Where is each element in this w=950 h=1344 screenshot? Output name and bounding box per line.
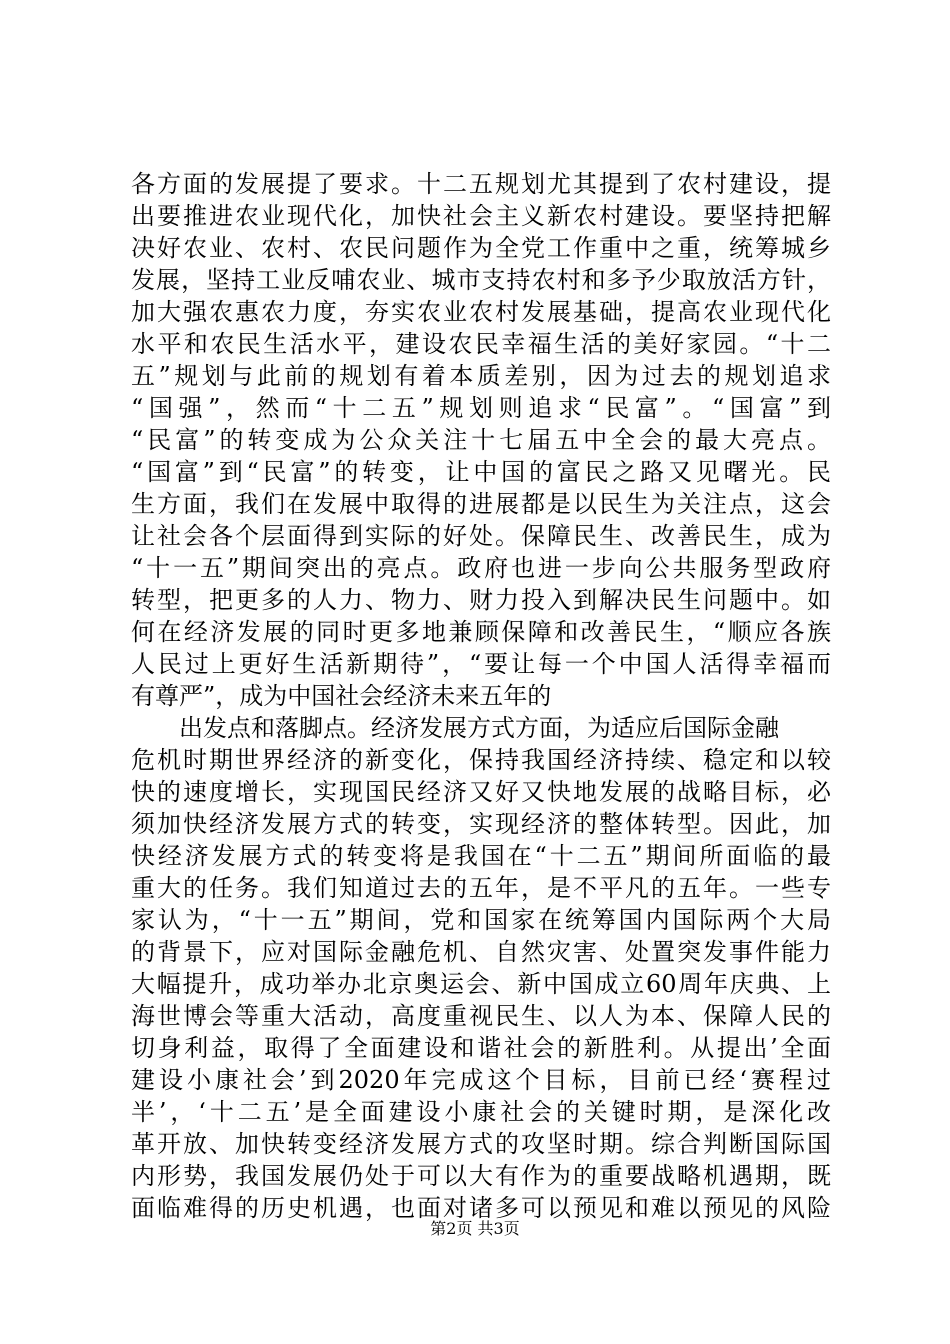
text-line: 快的速度增长，实现国民经济又好又快地发展的战略目标，必 [131,778,831,806]
text-line: 家认为，“十一五”期间，党和国家在统筹国内国际两个大局 [131,906,831,934]
text-line: 五”规划与此前的规划有着本质差别，因为过去的规划追求 [131,362,831,390]
text-line: 大幅提升，成功举办北京奥运会、新中国成立60周年庆典、上 [131,970,831,998]
text-line: 革开放、加快转变经济发展方式的攻坚时期。综合判断国际国 [131,1130,831,1158]
text-line: 加大强农惠农力度，夯实农业农村发展基础，提高农业现代化 [131,298,831,326]
paragraph-1 [131,168,831,712]
paragraph-2 [131,712,831,1224]
text-line: 有尊严”，成为中国社会经济未来五年的 [131,682,552,710]
text-line: 让社会各个层面得到实际的好处。保障民生、改善民生，成为 [131,522,831,550]
text-line: “民富”的转变成为公众关注十七届五中全会的最大亮点。 [131,426,831,454]
text-line: 快经济发展方式的转变将是我国在“十二五”期间所面临的最 [131,842,831,870]
text-line: 的背景下，应对国际金融危机、自然灾害、处置突发事件能力 [131,938,831,966]
text-line: 建设小康社会’到2020年完成这个目标，目前已经‘赛程过 [131,1066,831,1094]
text-line: 内形势，我国发展仍处于可以大有作为的重要战略机遇期，既 [131,1162,831,1190]
text-line: 海世博会等重大活动，高度重视民生、以人为本、保障人民的 [131,1002,831,1030]
text-line: 转型，把更多的人力、物力、财力投入到解决民生问题中。如 [131,586,831,614]
page-number-footer: 第2页 共3页 [430,1219,520,1238]
text-line: “国富”到“民富”的转变，让中国的富民之路又见曙光。民 [131,458,831,486]
text-line: 各方面的发展提了要求。十二五规划尤其提到了农村建设，提 [131,170,831,198]
text-line: 发展，坚持工业反哺农业、城市支持农村和多予少取放活方针， [131,266,831,294]
text-line: “十一五”期间突出的亮点。政府也进一步向公共服务型政府 [131,554,831,582]
text-line: 危机时期世界经济的新变化，保持我国经济持续、稳定和以较 [131,746,831,774]
text-line: 水平和农民生活水平，建设农民幸福生活的美好家园。“十二 [131,330,831,358]
text-line: “国强”，然而“十二五”规划则追求“民富”。“国富”到 [131,394,831,422]
text-line: 半’，‘十二五’是全面建设小康社会的关键时期，是深化改 [131,1098,831,1126]
body-text [131,168,831,1224]
text-line: 人民过上更好生活新期待”，“要让每一个中国人活得幸福而 [131,650,831,678]
text-line: 须加快经济发展方式的转变，实现经济的整体转型。因此，加 [131,810,831,838]
text-line: 面临难得的历史机遇，也面对诸多可以预见和难以预见的风险 [131,1194,831,1222]
text-line: 决好农业、农村、农民问题作为全党工作重中之重，统筹城乡 [131,234,831,262]
text-line: 出要推进农业现代化，加快社会主义新农村建设。要坚持把解 [131,202,831,230]
text-line: 出发点和落脚点。经济发展方式方面，为适应后国际金融 [179,714,779,742]
text-line: 切身利益，取得了全面建设和谐社会的新胜利。从提出’全面 [131,1034,831,1062]
text-line: 重大的任务。我们知道过去的五年，是不平凡的五年。一些专 [131,874,831,902]
text-line: 何在经济发展的同时更多地兼顾保障和改善民生，“顺应各族 [131,618,831,646]
text-line: 生方面，我们在发展中取得的进展都是以民生为关注点，这会 [131,490,831,518]
